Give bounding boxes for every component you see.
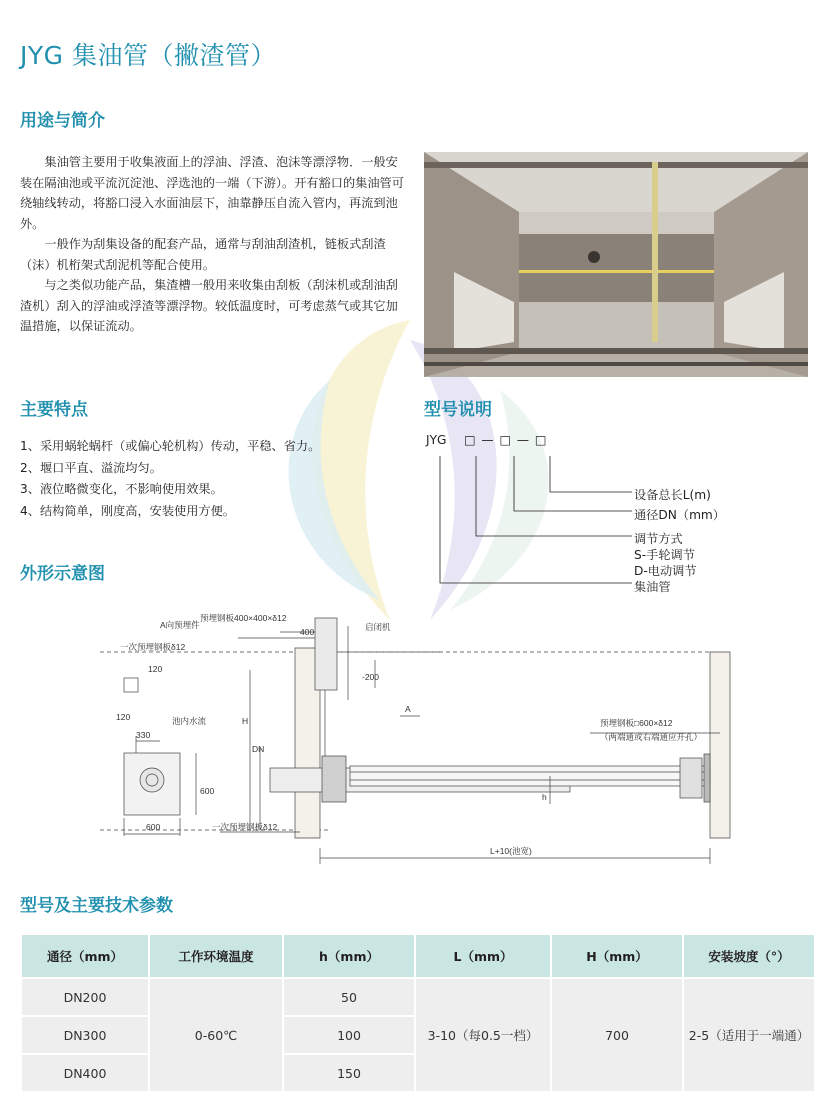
model-label-length: 设备总长L(m) bbox=[634, 488, 711, 502]
table-header-cell: 安装坡度（°） bbox=[684, 935, 814, 977]
drawing-label-opener: 启闭机 bbox=[365, 622, 391, 632]
drawing-label-dim330: 330 bbox=[136, 730, 151, 740]
section-model-heading: 型号说明 bbox=[424, 400, 492, 420]
table-cell-h: 50 bbox=[284, 979, 414, 1015]
model-leader-lines bbox=[420, 450, 640, 590]
section-params-heading: 型号及主要技术参数 bbox=[20, 896, 173, 916]
table-row bbox=[22, 979, 814, 1015]
table-header-cell: 工作环境温度 bbox=[150, 935, 282, 977]
model-label-s: S-手轮调节 bbox=[634, 548, 695, 562]
drawing-label-dim200: -200 bbox=[362, 672, 380, 682]
drawing-label-arrow-a: A bbox=[405, 704, 411, 714]
feature-item: 3、液位略微变化，不影响使用效果。 bbox=[20, 482, 223, 496]
intro-paragraph: 与之类似功能产品，集渣槽一般用来收集由刮板（刮沫机或刮油刮渣机）刮入的浮油或浮渣等漂浮物。较低温度时，可考虑蒸气或其它加温措施，以保证流动。 bbox=[20, 278, 398, 333]
drawing-label-h: h bbox=[542, 792, 547, 802]
table-cell-dn: DN300 bbox=[22, 1017, 148, 1053]
model-prefix: JYG bbox=[426, 433, 447, 447]
spec-table bbox=[20, 933, 816, 1093]
model-label-adjust: 调节方式 bbox=[634, 532, 683, 546]
table-cell-H: 700 bbox=[552, 979, 682, 1091]
drawing-label-steel-right: 预埋钢板□600×δ12 bbox=[600, 718, 673, 728]
drawing-label-steel2: 预埋钢板400×400×δ12 bbox=[200, 613, 287, 623]
table-cell-slope: 2-5（适用于一端通） bbox=[684, 979, 814, 1091]
table-cell-dn: DN200 bbox=[22, 979, 148, 1015]
section-features-heading: 主要特点 bbox=[20, 400, 88, 420]
page-title: JYG 集油管（撇渣管） bbox=[20, 41, 276, 70]
feature-item: 1、采用蜗轮蜗杆（或偏心轮机构）传动，平稳、省力。 bbox=[20, 439, 321, 453]
intro-text bbox=[20, 152, 408, 337]
feature-item: 2、堰口平直、溢流均匀。 bbox=[20, 460, 162, 475]
table-cell-dn: DN400 bbox=[22, 1055, 148, 1091]
drawing-label-embed-a: A向预埋件 bbox=[160, 620, 200, 630]
section-intro-heading: 用途与简介 bbox=[20, 111, 105, 131]
drawing-label-flow: 池内水流 bbox=[172, 716, 207, 726]
drawing-label-H: H bbox=[242, 716, 249, 726]
drawing-label-dim600a: 600 bbox=[200, 786, 215, 796]
drawing-label-dim120a: 120 bbox=[148, 664, 163, 674]
table-header-cell: h（mm） bbox=[284, 935, 414, 977]
model-label-pipe: 集油管 bbox=[634, 580, 671, 594]
features-list bbox=[20, 436, 320, 522]
section-diagram-heading: 外形示意图 bbox=[20, 564, 105, 584]
product-photo bbox=[424, 152, 808, 377]
drawing-label-steel-right-note: （两端通或右端通应开孔） bbox=[600, 732, 703, 742]
table-cell-L: 3-10（每0.5一档） bbox=[416, 979, 550, 1091]
intro-paragraph: 集油管主要用于收集液面上的浮油、浮渣、泡沫等漂浮物．一般安装在隔油池或平流沉淀池、浮选池的一端（下游）。开有豁口的集油管可绕轴线转动，将豁口浸入水面油层下，油靠静压自流入管内，再流到池外。 bbox=[20, 155, 404, 231]
drawing-label-steel1: 一次预埋钢板δ12 bbox=[120, 642, 186, 652]
feature-item: 4、结构简单，刚度高，安装使用方便。 bbox=[20, 503, 235, 518]
drawing-label-DN: DN bbox=[252, 744, 265, 754]
outline-drawing bbox=[100, 608, 800, 868]
table-header-cell: 通径（mm） bbox=[22, 935, 148, 977]
model-label-d: D-电动调节 bbox=[634, 564, 697, 578]
table-header-cell: H（mm） bbox=[552, 935, 682, 977]
drawing-label-steel3: 一次预埋钢板δ12 bbox=[212, 822, 278, 832]
model-code: □ — □ — □ bbox=[464, 433, 548, 447]
table-header-cell: L（mm） bbox=[416, 935, 550, 977]
table-header-row bbox=[22, 935, 814, 977]
drawing-label-dim600b: 600 bbox=[146, 822, 161, 832]
table-cell-temp: 0-60℃ bbox=[150, 979, 282, 1091]
table-cell-h: 100 bbox=[284, 1017, 414, 1053]
model-label-dn: 通径DN（mm） bbox=[634, 508, 725, 522]
intro-paragraph: 一般作为刮集设备的配套产品，通常与刮油刮渣机，链板式刮渣（沫）机桁架式刮泥机等配合使用。 bbox=[20, 237, 386, 272]
drawing-label-L: L+10(池宽) bbox=[490, 846, 532, 856]
drawing-label-dim400: 400 bbox=[300, 627, 315, 637]
drawing-label-dim120b: 120 bbox=[116, 712, 131, 722]
table-cell-h: 150 bbox=[284, 1055, 414, 1091]
